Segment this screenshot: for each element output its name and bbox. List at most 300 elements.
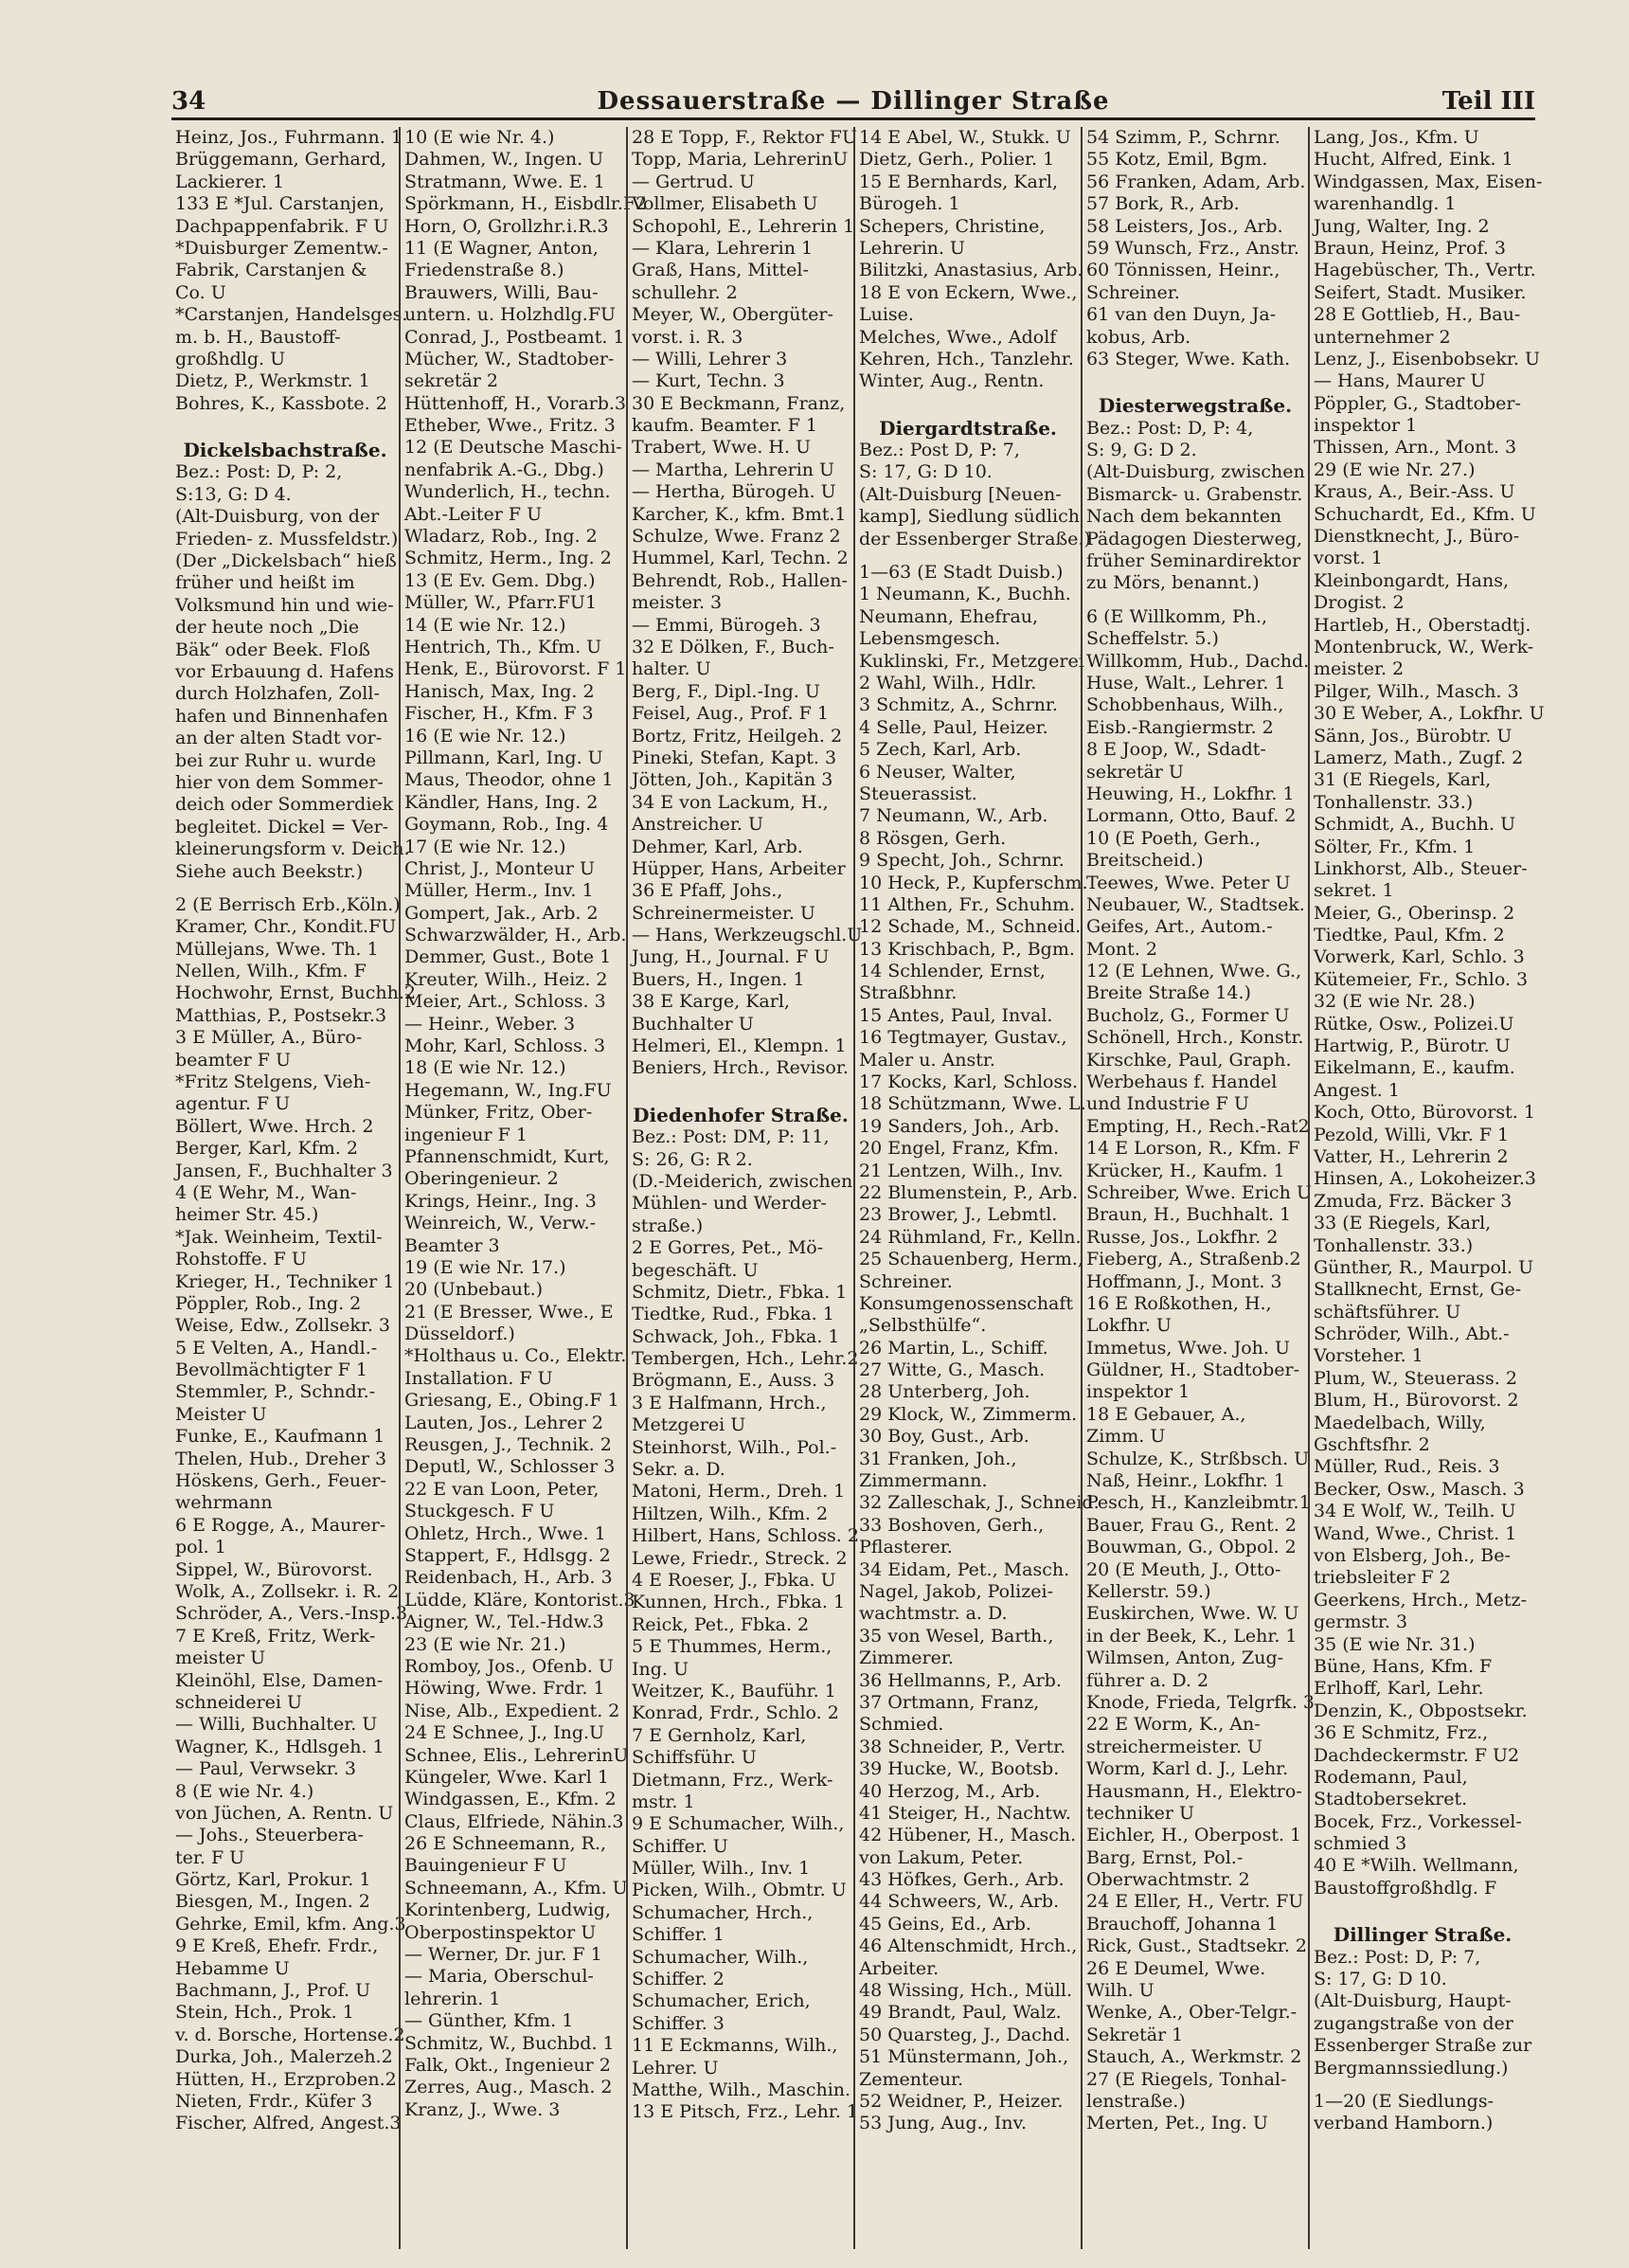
directory-entry: Stappert, F., Hdlsgg. 2	[404, 1545, 611, 1566]
directory-entry: 35 von Wesel, Barth.,	[859, 1625, 1054, 1647]
directory-column	[399, 127, 648, 2249]
directory-entry: an der alten Stadt vor-	[175, 728, 383, 749]
directory-column	[1308, 127, 1545, 2249]
directory-entry: Stauch, A., Werkmstr. 2	[1086, 2046, 1302, 2068]
spacer	[175, 883, 395, 894]
directory-entry: Schulze, Wwe. Franz 2	[632, 526, 841, 548]
directory-entry: Empting, H., Rech.-Rat2	[1086, 1115, 1310, 1137]
directory-entry: Linkhorst, Alb., Steuer-	[1314, 857, 1528, 879]
directory-entry: 16 E Roßkothen, H.,	[1086, 1292, 1272, 1314]
street-heading: Dickelsbachstraße.	[183, 439, 387, 462]
directory-entry: 27 Witte, G., Masch.	[859, 1359, 1046, 1381]
directory-entry: Wilmsen, Anton, Zug-	[1086, 1647, 1284, 1669]
directory-entry: Gschftsfhr. 2	[1314, 1434, 1430, 1456]
directory-entry: (Alt-Duisburg [Neuen-	[859, 483, 1062, 505]
directory-entry: Stein, Hch., Prok. 1	[175, 2002, 354, 2024]
directory-entry: Böllert, Wwe. Hrch. 2	[175, 1115, 374, 1137]
directory-entry: 52 Weidner, P., Heizer.	[859, 2090, 1064, 2112]
page-number: 34	[171, 87, 206, 116]
directory-entry: Mücher, W., Stadtober-	[404, 348, 615, 369]
directory-entry: Breitscheid.)	[1086, 850, 1204, 872]
directory-entry: 2 (E Berrisch Erb.,Köln.)	[175, 893, 401, 915]
directory-entry: Schreiner.	[859, 1270, 953, 1292]
directory-entry: Oberpostinspektor U	[404, 1921, 597, 1943]
directory-entry: v. d. Borsche, Hortense.2	[175, 2024, 405, 2045]
directory-entry: Installation. F U	[404, 1367, 553, 1389]
directory-entry: 14 E Abel, W., Stukk. U	[859, 127, 1071, 148]
directory-entry: Heinz, Jos., Fuhrmann. 1	[175, 127, 403, 148]
directory-entry: Wladarz, Rob., Ing. 2	[404, 526, 598, 548]
directory-entry: Schröder, A., Vers.-Insp.3	[175, 1603, 408, 1625]
directory-entry: S: 9, G: D 2.	[1086, 440, 1197, 461]
directory-entry: 20 (Unbebaut.)	[404, 1279, 544, 1301]
directory-entry: hafen und Binnenhafen	[175, 705, 388, 727]
directory-entry: Matoni, Herm., Dreh. 1	[632, 1481, 846, 1503]
directory-entry: 43 Höfkes, Gerh., Arb.	[859, 1869, 1065, 1891]
directory-entry: 8 (E wie Nr. 4.)	[175, 1780, 314, 1802]
directory-entry: von Lakum, Peter.	[859, 1846, 1024, 1868]
directory-entry: Brauwers, Willi, Bau-	[404, 281, 599, 303]
directory-entry: Kehren, Hch., Tanzlehr.	[859, 348, 1074, 369]
directory-entry: Schreinermeister. U	[632, 902, 815, 924]
directory-entry: Windgassen, Max, Eisen-	[1314, 171, 1543, 192]
directory-entry: Güldner, H., Stadtober-	[1086, 1359, 1300, 1381]
directory-entry: Russe, Jos., Lokfhr. 2	[1086, 1226, 1279, 1248]
directory-entry: beamter F U	[175, 1049, 291, 1071]
directory-entry: Schiffer. 3	[632, 2012, 725, 2034]
directory-entry: — Hans, Maurer U	[1314, 370, 1486, 392]
directory-entry: von Elsberg, Joh., Be-	[1314, 1545, 1511, 1566]
directory-entry: Schiffer. U	[632, 1835, 728, 1857]
directory-entry: 11 E Eckmanns, Wilh.,	[632, 2035, 838, 2057]
directory-entry: Bouwman, G., Obpol. 2	[1086, 1537, 1297, 1558]
directory-entry: S: 17, G: D 10.	[1314, 1969, 1447, 1990]
directory-entry: Tonhallenstr. 33.)	[1314, 1234, 1474, 1256]
directory-entry: 11 Althen, Fr., Schuhm.	[859, 893, 1076, 915]
directory-entry: Pfannenschmidt, Kurt,	[404, 1145, 610, 1167]
directory-entry: Beniers, Hrch., Revisor.	[632, 1057, 849, 1079]
directory-entry: 17 Kocks, Karl, Schloss.	[859, 1071, 1079, 1093]
street-heading: Diesterwegstraße.	[1098, 394, 1293, 418]
directory-entry: Plum, W., Steuerass. 2	[1314, 1367, 1517, 1389]
directory-entry: Meyer, W., Obergüter-	[632, 304, 833, 326]
directory-entry: Hebamme U	[175, 1957, 290, 1979]
directory-entry: Etheber, Wwe., Fritz. 3	[404, 415, 616, 437]
directory-entry: Gehrke, Emil, kfm. Ang.3	[175, 1913, 406, 1935]
directory-entry: 31 (E Riegels, Karl,	[1314, 769, 1492, 791]
part-label: Teil III	[1441, 87, 1535, 116]
directory-entry: Schönell, Hrch., Konstr.	[1086, 1027, 1304, 1049]
directory-entry: lenstraße.)	[1086, 2090, 1186, 2112]
directory-entry: 17 (E wie Nr. 12.)	[404, 836, 566, 857]
directory-entry: Feisel, Aug., Prof. F 1	[632, 703, 829, 725]
directory-entry: 5 Zech, Karl, Arb.	[859, 739, 1022, 761]
directory-entry: Kleinbongardt, Hans,	[1314, 569, 1510, 591]
directory-entry: 28 E Gottlieb, H., Bau-	[1314, 304, 1521, 326]
directory-entry: Jung, H., Journal. F U	[632, 946, 830, 968]
directory-entry: 59 Wunsch, Frz., Anstr.	[1086, 237, 1299, 259]
directory-entry: Geerkens, Hrch., Metz-	[1314, 1589, 1527, 1611]
directory-entry: Matthe, Wilh., Maschin.	[632, 2079, 851, 2100]
directory-entry: Maler u. Anstr.	[859, 1049, 995, 1071]
directory-entry: 12 Schade, M., Schneid.	[859, 916, 1082, 938]
directory-entry: Vorsteher. 1	[1314, 1345, 1423, 1367]
directory-entry: Kramer, Chr., Kondit.FU	[175, 916, 397, 938]
directory-entry: Weinreich, W., Verw.-	[404, 1213, 596, 1234]
directory-entry: Jötten, Joh., Kapitän 3	[632, 769, 833, 791]
directory-entry: sekret. 1	[1314, 880, 1394, 902]
directory-entry: Dahmen, W., Ingen. U	[404, 149, 604, 171]
directory-entry: heimer Str. 45.)	[175, 1204, 319, 1226]
directory-entry: germstr. 3	[1314, 1611, 1408, 1633]
directory-entry: Montenbruck, W., Werk-	[1314, 636, 1534, 657]
directory-entry: Konrad, Frdr., Schlo. 2	[632, 1702, 839, 1724]
directory-entry: „Selbsthülfe“.	[859, 1315, 987, 1337]
directory-entry: *Jak. Weinheim, Textil-	[175, 1226, 383, 1248]
directory-entry: Beamter 3	[404, 1234, 500, 1256]
directory-entry: schneiderei U	[175, 1691, 303, 1713]
directory-entry: 20 Engel, Franz, Kfm.	[859, 1138, 1060, 1160]
directory-entry: Kreuter, Wilh., Heiz. 2	[404, 968, 608, 990]
directory-entry: Dietz, Gerh., Polier. 1	[859, 149, 1055, 171]
directory-entry: Luise.	[859, 304, 914, 326]
directory-entry: — Hertha, Bürogeh. U	[632, 481, 836, 503]
directory-entry: der heute noch „Die	[175, 617, 360, 639]
directory-entry: Kunnen, Hrch., Fbka. 1	[632, 1592, 846, 1613]
street-heading: Diedenhofer Straße.	[633, 1103, 849, 1126]
directory-entry: Breite Straße 14.)	[1086, 982, 1251, 1004]
directory-entry: 2 Wahl, Wilh., Hdlr.	[859, 672, 1037, 693]
directory-entry: kaufm. Beamter. F 1	[632, 415, 818, 437]
directory-entry: Schwarzwälder, H., Arb.	[404, 925, 627, 946]
directory-entry: 30 Boy, Gust., Arb.	[859, 1426, 1029, 1448]
directory-entry: Schopohl, E., Lehrerin 1	[632, 215, 855, 237]
directory-entry: vorst. i. R. 3	[632, 326, 743, 348]
directory-entry: — Werner, Dr. jur. F 1	[404, 1944, 602, 1966]
directory-entry: 30 E Beckmann, Franz,	[632, 392, 846, 414]
directory-entry: Bismarck- u. Grabenstr.	[1086, 483, 1303, 505]
directory-entry: Dietmann, Frz., Werk-	[632, 1769, 833, 1791]
directory-entry: früher Seminardirektor	[1086, 550, 1301, 572]
directory-entry: warenhandlg. 1	[1314, 193, 1457, 215]
directory-entry: 14 Schlender, Ernst,	[859, 961, 1046, 982]
directory-entry: 31 Franken, Joh.,	[859, 1448, 1017, 1469]
directory-entry: Goymann, Rob., Ing. 4	[404, 814, 609, 836]
directory-entry: 44 Schweers, W., Arb.	[859, 1891, 1060, 1913]
directory-entry: Korintenberg, Ludwig,	[404, 1899, 611, 1921]
directory-entry: Bauingenieur F U	[404, 1855, 567, 1877]
directory-entry: Bez.: Post D, P: 7,	[859, 440, 1020, 461]
directory-entry: 13 E Pitsch, Frz., Lehr. 1	[632, 2101, 858, 2123]
directory-entry: schmied 3	[1314, 1833, 1407, 1855]
directory-entry: Tembergen, Hch., Lehr.2	[632, 1348, 859, 1370]
directory-entry: 3 E Halfmann, Hrch.,	[632, 1392, 827, 1413]
spacer	[859, 393, 1077, 405]
directory-entry: Maus, Theodor, ohne 1	[404, 769, 614, 791]
directory-entry: — Gertrud. U	[632, 171, 755, 192]
directory-entry: Schmitz, W., Buchbd. 1	[404, 2032, 615, 2054]
directory-entry: Wenke, A., Ober-Telgr.-	[1086, 2002, 1298, 2024]
directory-entry: *Carstanjen, Handelsges.	[175, 304, 408, 326]
directory-entry: 9 E Schumacher, Wilh.,	[632, 1813, 845, 1835]
directory-entry: Sippel, W., Bürovorst.	[175, 1558, 373, 1580]
directory-entry: 14 E Lorson, R., Kfm. F	[1086, 1138, 1300, 1160]
directory-entry: Hinsen, A., Lokoheizer.3	[1314, 1168, 1536, 1190]
directory-entry: Berg, F., Dipl.-Ing. U	[632, 680, 820, 702]
directory-entry: Wilh. U	[1086, 1980, 1155, 2002]
directory-entry: Reick, Pet., Fbka. 2	[632, 1613, 810, 1635]
directory-entry: Biesgen, M., Ingen. 2	[175, 1891, 370, 1913]
directory-entry: Küngeler, Wwe. Karl 1	[404, 1766, 609, 1788]
directory-entry: 48 Wissing, Hch., Müll.	[859, 1980, 1072, 2002]
directory-entry: streichermeister. U	[1086, 1736, 1263, 1757]
directory-entry: Buers, H., Ingen. 1	[632, 968, 805, 990]
directory-entry: 6 (E Willkomm, Ph.,	[1086, 605, 1268, 627]
directory-entry: 10 Heck, P., Kupferschm.	[859, 872, 1088, 893]
directory-entry: Hanisch, Max, Ing. 2	[404, 680, 595, 702]
directory-entry: unternehmer 2	[1314, 326, 1451, 348]
directory-entry: in der Beek, K., Lehr. 1	[1086, 1625, 1298, 1647]
directory-entry: Zimm. U	[1086, 1426, 1166, 1448]
directory-entry: Pilger, Wilh., Masch. 3	[1314, 680, 1519, 702]
directory-entry: bei zur Ruhr u. wurde	[175, 749, 377, 771]
directory-entry: Bäk“ oder Beek. Floß	[175, 639, 370, 660]
directory-entry: Hütten, H., Erzproben.2	[175, 2068, 397, 2090]
directory-entry: Wolk, A., Zollsekr. i. R. 2	[175, 1581, 400, 1602]
directory-entry: Mont. 2	[1086, 938, 1157, 960]
directory-entry: Nagel, Jakob, Polizei-	[859, 1581, 1054, 1602]
directory-entry: — Maria, Oberschul-	[404, 1966, 594, 1988]
directory-entry: 40 E *Wilh. Wellmann,	[1314, 1855, 1519, 1877]
directory-entry: inspektor 1	[1314, 415, 1418, 437]
directory-entry: hier von dem Sommer-	[175, 771, 384, 793]
directory-entry: Funke, E., Kaufmann 1	[175, 1426, 385, 1448]
directory-entry: Lauten, Jos., Lehrer 2	[404, 1412, 603, 1433]
directory-entry: — Hans, Werkzeugschl.U	[632, 925, 863, 946]
directory-entry: meister. 3	[632, 592, 723, 614]
directory-entry: Hentrich, Th., Kfm. U	[404, 636, 602, 657]
directory-entry: Willkomm, Hub., Dachd.	[1086, 650, 1310, 672]
directory-entry: Pesch, H., Kanzleibmtr.1	[1086, 1492, 1311, 1514]
directory-entry: Rodemann, Paul,	[1314, 1766, 1468, 1788]
directory-entry: 33 Boshoven, Gerh.,	[859, 1514, 1045, 1536]
directory-entry: 33 (E Riegels, Karl,	[1314, 1213, 1492, 1234]
directory-entry: 24 E Schnee, J., Ing.U	[404, 1722, 605, 1744]
directory-entry: Hucht, Alfred, Eink. 1	[1314, 149, 1513, 171]
directory-entry: Schmitz, Dietr., Fbka. 1	[632, 1281, 848, 1303]
directory-entry: 24 Rühmland, Fr., Kelln.	[859, 1226, 1082, 1248]
directory-entry: Weise, Edw., Zollsekr. 3	[175, 1315, 390, 1337]
directory-entry: Melches, Wwe., Adolf	[859, 326, 1057, 348]
directory-entry: Bez.: Post: D, P: 4,	[1086, 417, 1254, 439]
directory-entry: Griesang, E., Obing.F 1	[404, 1390, 619, 1412]
directory-entry: Oberingenieur. 2	[404, 1168, 559, 1190]
directory-entry: Hartwig, P., Bürotr. U	[1314, 1035, 1511, 1057]
directory-entry: Brüggemann, Gerhard,	[175, 149, 387, 171]
directory-entry: Christ, J., Monteur U	[404, 857, 596, 879]
directory-entry: meister. 2	[1314, 658, 1405, 680]
directory-column	[1081, 127, 1315, 2249]
directory-entry: Schumacher, Wilh.,	[632, 1946, 809, 1968]
directory-entry: 2 E Gorres, Pet., Mö-	[632, 1237, 824, 1259]
directory-entry: Fabrik, Carstanjen &	[175, 260, 367, 281]
directory-entry: Meister U	[175, 1403, 267, 1425]
directory-entry: 30 E Weber, A., Lokfhr. U	[1314, 703, 1545, 725]
directory-entry: Behrendt, Rob., Hallen-	[632, 569, 848, 591]
directory-entry: 16 (E wie Nr. 12.)	[404, 725, 566, 747]
directory-entry: Bocek, Frz., Vorkessel-	[1314, 1810, 1522, 1832]
directory-entry: Naß, Heinr., Lokfhr. 1	[1086, 1470, 1285, 1492]
directory-entry: Co. U	[175, 281, 226, 303]
directory-entry: Hochwohr, Ernst, Buchh.2	[175, 982, 416, 1004]
directory-entry: Rick, Gust., Stadtsekr. 2	[1086, 1935, 1307, 1957]
directory-entry: Schmied.	[859, 1714, 944, 1736]
directory-entry: Schiffer. 2	[632, 1969, 725, 1990]
directory-entry: Lehrerin. U	[859, 237, 965, 259]
directory-entry: Pezold, Willi, Vkr. F 1	[1314, 1124, 1510, 1145]
directory-entry: Koch, Otto, Bürovorst. 1	[1314, 1102, 1535, 1124]
directory-entry: m. b. H., Baustoff-	[175, 326, 341, 348]
directory-entry: 25 Schauenberg, Herm.,	[859, 1249, 1083, 1270]
directory-entry: Werbehaus f. Handel	[1086, 1071, 1278, 1093]
directory-entry: halter. U	[632, 658, 711, 680]
directory-entry: 29 Klock, W., Zimmerm.	[859, 1403, 1078, 1425]
directory-entry: — Emmi, Bürogeh. 3	[632, 614, 821, 636]
directory-entry: Hiltzen, Wilh., Kfm. 2	[632, 1503, 829, 1524]
directory-entry: Krings, Heinr., Ing. 3	[404, 1190, 597, 1212]
directory-entry: Fischer, H., Kfm. F 3	[404, 703, 594, 725]
directory-entry: 35 (E wie Nr. 31.)	[1314, 1633, 1476, 1655]
directory-entry: Claus, Elfriede, Nähin.3	[404, 1810, 624, 1832]
directory-entry: 40 Herzog, M., Arb.	[859, 1780, 1041, 1802]
spacer	[1086, 595, 1304, 606]
directory-entry: Graß, Hans, Mittel-	[632, 260, 809, 281]
directory-entry: Hagebüscher, Th., Vertr.	[1314, 260, 1536, 281]
directory-entry: nenfabrik A.-G., Dbg.)	[404, 459, 604, 480]
directory-entry: kleinerungsform v. Deich.	[175, 838, 410, 860]
directory-entry: Rohstoffe. F U	[175, 1249, 307, 1270]
directory-entry: Schumacher, Hrch.,	[632, 1901, 814, 1923]
directory-entry: — Heinr., Weber. 3	[404, 1013, 576, 1035]
directory-entry: Münker, Fritz, Ober-	[404, 1102, 593, 1124]
directory-entry: Windgassen, E., Kfm. 2	[404, 1789, 617, 1810]
directory-entry: ingenieur F 1	[404, 1124, 528, 1145]
directory-entry: 21 Lentzen, Wilh., Inv.	[859, 1160, 1064, 1181]
directory-entry: Düsseldorf.)	[404, 1323, 515, 1345]
directory-entry: Ing. U	[632, 1658, 689, 1680]
directory-entry: von Jüchen, A. Rentn. U	[175, 1802, 394, 1824]
directory-entry: Hoffmann, J., Mont. 3	[1086, 1270, 1282, 1292]
directory-entry: Barg, Ernst, Pol.-	[1086, 1846, 1244, 1868]
directory-entry: *Holthaus u. Co., Elektr.	[404, 1345, 627, 1367]
directory-entry: 20 (E Meuth, J., Otto-	[1086, 1558, 1281, 1580]
columns-container	[171, 127, 1545, 2249]
directory-entry: — Kurt, Techn. 3	[632, 370, 785, 392]
street-heading: Dillinger Straße.	[1333, 1923, 1513, 1947]
directory-entry: 11 (E Wagner, Anton,	[404, 237, 599, 259]
directory-entry: Zerres, Aug., Masch. 2	[404, 2077, 613, 2098]
directory-entry: 19 Sanders, Joh., Arb.	[859, 1115, 1060, 1137]
directory-entry: Oberwachtmstr. 2	[1086, 1869, 1250, 1891]
directory-entry: *Fritz Stelgens, Vieh-	[175, 1071, 371, 1093]
directory-entry: Lackierer. 1	[175, 171, 284, 192]
directory-entry: Knode, Frieda, Telgrfk. 3	[1086, 1691, 1315, 1713]
directory-entry: 13 (E Ev. Gem. Dbg.)	[404, 569, 596, 591]
directory-entry: Aigner, W., Tel.-Hdw.3	[404, 1611, 604, 1633]
directory-entry: Buchhalter U	[632, 1013, 754, 1035]
directory-entry: Schumacher, Erich,	[632, 1990, 811, 2012]
directory-entry: schullehr. 2	[632, 281, 738, 303]
directory-entry: Kirschke, Paul, Graph.	[1086, 1049, 1292, 1071]
directory-entry: Rütke, Osw., Polizei.U	[1314, 1013, 1514, 1035]
spacer	[1086, 370, 1304, 382]
directory-entry: Dienstknecht, J., Büro-	[1314, 526, 1520, 548]
directory-entry: Schmidt, A., Buchh. U	[1314, 814, 1516, 836]
directory-entry: 133 E *Jul. Carstanjen,	[175, 193, 385, 215]
directory-entry: Dachdeckermstr. F U2	[1314, 1744, 1520, 1766]
directory-entry: Hartleb, H., Oberstadtj.	[1314, 614, 1531, 636]
directory-entry: verband Hamborn.)	[1314, 2113, 1494, 2134]
directory-entry: 9 Specht, Joh., Schrnr.	[859, 850, 1065, 872]
directory-entry: Ohletz, Hrch., Wwe. 1	[404, 1522, 606, 1544]
directory-entry: (Alt-Duisburg, zwischen	[1086, 461, 1305, 483]
directory-entry: Thissen, Arn., Mont. 3	[1314, 437, 1517, 459]
directory-entry: Neumann, Ehefrau,	[859, 605, 1039, 627]
directory-entry: 22 E van Loon, Peter,	[404, 1478, 600, 1500]
directory-entry: Vollmer, Elisabeth U	[632, 193, 818, 215]
directory-entry: Schnee, Elis., LehrerinU	[404, 1744, 629, 1766]
directory-entry: und Industrie F U	[1086, 1093, 1249, 1115]
directory-entry: Wunderlich, H., techn.	[404, 481, 611, 503]
directory-entry: 10 (E Poeth, Gerh.,	[1086, 827, 1262, 849]
directory-entry: 19 (E wie Nr. 17.)	[404, 1256, 566, 1278]
directory-entry: Falk, Okt., Ingenieur 2	[404, 2054, 611, 2076]
directory-entry: Braun, Heinz, Prof. 3	[1314, 237, 1506, 259]
directory-entry: (Der „Dickelsbach“ hieß	[175, 550, 397, 572]
directory-entry: Vatter, H., Lehrerin 2	[1314, 1145, 1509, 1167]
directory-entry: Nach dem bekannten	[1086, 506, 1282, 528]
directory-entry: sekretär 2	[404, 370, 499, 392]
directory-entry: Günther, R., Maurpol. U	[1314, 1256, 1534, 1278]
directory-entry: Friedenstraße 8.)	[404, 260, 564, 281]
directory-column	[853, 127, 1100, 2249]
directory-entry: Trabert, Wwe. H. U	[632, 437, 812, 459]
directory-entry: 22 Blumenstein, P., Arb.	[859, 1181, 1079, 1203]
directory-entry: Krücker, H., Kaufm. 1	[1086, 1160, 1285, 1181]
directory-entry: Baustoffgroßhdlg. F	[1314, 1877, 1497, 1899]
directory-entry: Kraus, A., Beir.-Ass. U	[1314, 481, 1515, 503]
directory-entry: Kändler, Hans, Ing. 2	[404, 791, 599, 813]
directory-column	[171, 127, 416, 2249]
directory-entry: Straßbhnr.	[859, 982, 958, 1004]
directory-entry: Abt.-Leiter F U	[404, 503, 543, 525]
directory-entry: Nise, Alb., Expedient. 2	[404, 1700, 620, 1721]
directory-entry: Siehe auch Beekstr.)	[175, 860, 364, 882]
directory-entry: 57 Bork, R., Arb.	[1086, 193, 1240, 215]
directory-entry: Stratmann, Wwe. E. 1	[404, 171, 605, 192]
directory-entry: 5 E Velten, A., Handl.-	[175, 1337, 378, 1359]
directory-entry: Tonhallenstr. 33.)	[1314, 791, 1474, 813]
directory-entry: 13 Krischbach, P., Bgm.	[859, 938, 1075, 960]
directory-entry: Bez.: Post: D, P: 7,	[1314, 1946, 1481, 1968]
directory-entry: Görtz, Karl, Prokur. 1	[175, 1869, 371, 1891]
directory-entry: Meier, Art., Schloss. 3	[404, 991, 606, 1013]
directory-entry: Matthias, P., Postsekr.3	[175, 1004, 387, 1026]
directory-entry: 38 E Karge, Karl,	[632, 991, 790, 1013]
directory-entry: (D.-Meiderich, zwischen	[632, 1170, 853, 1192]
directory-entry: Teewes, Wwe. Peter U	[1086, 872, 1291, 893]
directory-entry: Fieberg, A., Straßenb.2	[1086, 1249, 1301, 1270]
